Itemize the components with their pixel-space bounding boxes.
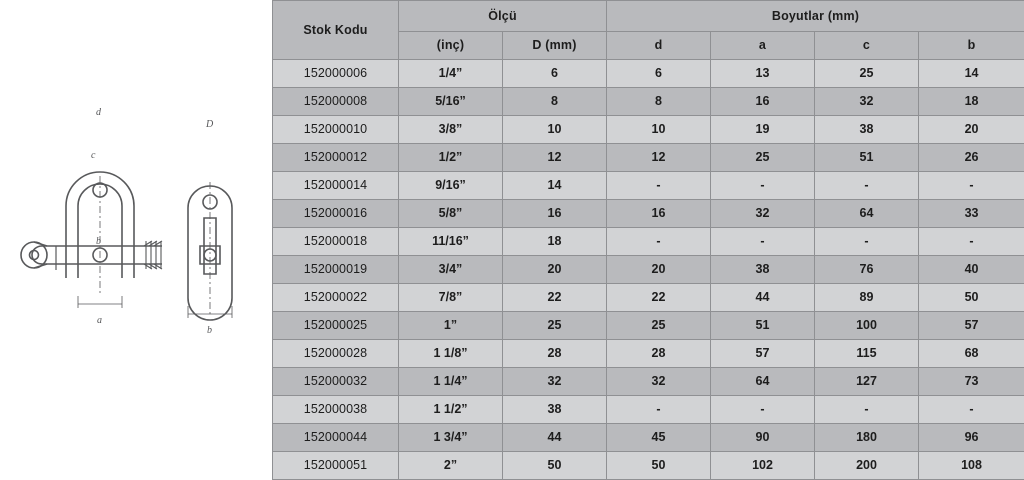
column-header-inch: (inç) (399, 32, 503, 60)
table-row (273, 396, 1024, 424)
cell-D-mm: 22 (503, 284, 607, 312)
table-row (273, 452, 1024, 480)
cell-c: - (815, 172, 919, 200)
cell-D-mm: 14 (503, 172, 607, 200)
table-row (273, 144, 1024, 172)
cell-inch: 5/16” (399, 88, 503, 116)
cell-b: 73 (919, 368, 1024, 396)
specification-table-wrap (272, 0, 1024, 453)
cell-inch: 11/16” (399, 228, 503, 256)
cell-inch: 1 3/4” (399, 424, 503, 452)
cell-a: 38 (711, 256, 815, 284)
cell-stok-kodu: 152000012 (273, 144, 399, 172)
cell-inch: 1 1/8” (399, 340, 503, 368)
table-row (273, 284, 1024, 312)
table-row (273, 228, 1024, 256)
cell-stok-kodu: 152000014 (273, 172, 399, 200)
cell-D-mm: 28 (503, 340, 607, 368)
cell-D-mm: 50 (503, 452, 607, 480)
cell-b: 33 (919, 200, 1024, 228)
cell-D-mm: 18 (503, 228, 607, 256)
cell-d: - (607, 172, 711, 200)
table-body (273, 60, 1024, 480)
cell-b: 26 (919, 144, 1024, 172)
cell-D-mm: 25 (503, 312, 607, 340)
label-b-side: b (207, 325, 212, 336)
cell-c: 32 (815, 88, 919, 116)
cell-inch: 1 1/2” (399, 396, 503, 424)
cell-c: - (815, 396, 919, 424)
cell-d: 45 (607, 424, 711, 452)
cell-a: 19 (711, 116, 815, 144)
label-D-side: D (205, 119, 214, 130)
cell-d: 20 (607, 256, 711, 284)
cell-stok-kodu: 152000006 (273, 60, 399, 88)
cell-inch: 3/4” (399, 256, 503, 284)
cell-c: 76 (815, 256, 919, 284)
cell-stok-kodu: 152000025 (273, 312, 399, 340)
cell-inch: 2” (399, 452, 503, 480)
cell-a: 64 (711, 368, 815, 396)
cell-b: 14 (919, 60, 1024, 88)
cell-a: 44 (711, 284, 815, 312)
table-header-row-groups (273, 1, 1024, 32)
cell-a: 57 (711, 340, 815, 368)
table-row (273, 60, 1024, 88)
cell-a: 32 (711, 200, 815, 228)
shackle-drawing-svg (12, 78, 260, 338)
column-header-stok-kodu: Stok Kodu (273, 1, 399, 60)
cell-inch: 1/4” (399, 60, 503, 88)
cell-b: 108 (919, 452, 1024, 480)
table-row (273, 256, 1024, 284)
table-row (273, 200, 1024, 228)
cell-D-mm: 16 (503, 200, 607, 228)
cell-inch: 7/8” (399, 284, 503, 312)
cell-c: 64 (815, 200, 919, 228)
cell-d: 25 (607, 312, 711, 340)
cell-a: 102 (711, 452, 815, 480)
cell-D-mm: 20 (503, 256, 607, 284)
specification-table (272, 0, 1024, 480)
cell-D-mm: 8 (503, 88, 607, 116)
cell-stok-kodu: 152000038 (273, 396, 399, 424)
cell-D-mm: 6 (503, 60, 607, 88)
cell-stok-kodu: 152000019 (273, 256, 399, 284)
cell-stok-kodu: 152000044 (273, 424, 399, 452)
cell-D-mm: 38 (503, 396, 607, 424)
cell-a: 51 (711, 312, 815, 340)
cell-D-mm: 44 (503, 424, 607, 452)
table-row (273, 312, 1024, 340)
cell-stok-kodu: 152000008 (273, 88, 399, 116)
cell-b: 50 (919, 284, 1024, 312)
cell-inch: 5/8” (399, 200, 503, 228)
cell-d: 10 (607, 116, 711, 144)
cell-d: 28 (607, 340, 711, 368)
column-group-olcu: Ölçü (399, 1, 607, 32)
cell-d: 32 (607, 368, 711, 396)
cell-stok-kodu: 152000028 (273, 340, 399, 368)
cell-a: - (711, 396, 815, 424)
cell-b: - (919, 396, 1024, 424)
table-row (273, 424, 1024, 452)
cell-a: - (711, 228, 815, 256)
cell-c: - (815, 228, 919, 256)
cell-a: 13 (711, 60, 815, 88)
cell-c: 115 (815, 340, 919, 368)
cell-D-mm: 32 (503, 368, 607, 396)
column-header-d: d (607, 32, 711, 60)
table-row (273, 172, 1024, 200)
cell-inch: 1” (399, 312, 503, 340)
cell-b: - (919, 228, 1024, 256)
table-row (273, 340, 1024, 368)
cell-d: 12 (607, 144, 711, 172)
cell-b: 20 (919, 116, 1024, 144)
column-header-b: b (919, 32, 1024, 60)
label-d-front: d (96, 107, 102, 118)
cell-c: 127 (815, 368, 919, 396)
table-row (273, 368, 1024, 396)
table-row (273, 116, 1024, 144)
column-header-c: c (815, 32, 919, 60)
cell-stok-kodu: 152000051 (273, 452, 399, 480)
cell-d: 6 (607, 60, 711, 88)
cell-b: 68 (919, 340, 1024, 368)
cell-D-mm: 10 (503, 116, 607, 144)
cell-a: 16 (711, 88, 815, 116)
label-b-front: b (96, 236, 101, 247)
cell-a: 90 (711, 424, 815, 452)
cell-D-mm: 12 (503, 144, 607, 172)
cell-c: 200 (815, 452, 919, 480)
cell-a: - (711, 172, 815, 200)
cell-b: 96 (919, 424, 1024, 452)
cell-b: 40 (919, 256, 1024, 284)
column-header-a: a (711, 32, 815, 60)
table-head (273, 1, 1024, 60)
cell-c: 100 (815, 312, 919, 340)
table-row (273, 88, 1024, 116)
cell-stok-kodu: 152000016 (273, 200, 399, 228)
label-c-front: c (91, 150, 96, 161)
cell-stok-kodu: 152000022 (273, 284, 399, 312)
cell-inch: 3/8” (399, 116, 503, 144)
cell-stok-kodu: 152000010 (273, 116, 399, 144)
label-a-front: a (97, 315, 102, 326)
cell-stok-kodu: 152000018 (273, 228, 399, 256)
cell-d: - (607, 396, 711, 424)
cell-c: 180 (815, 424, 919, 452)
cell-d: 50 (607, 452, 711, 480)
cell-inch: 1/2” (399, 144, 503, 172)
cell-c: 25 (815, 60, 919, 88)
cell-d: 8 (607, 88, 711, 116)
cell-c: 38 (815, 116, 919, 144)
cell-inch: 1 1/4” (399, 368, 503, 396)
cell-c: 51 (815, 144, 919, 172)
cell-a: 25 (711, 144, 815, 172)
cell-d: 22 (607, 284, 711, 312)
technical-drawing (0, 0, 272, 453)
cell-b: - (919, 172, 1024, 200)
column-header-D-mm: D (mm) (503, 32, 607, 60)
cell-d: - (607, 228, 711, 256)
column-group-boyutlar: Boyutlar (mm) (607, 1, 1024, 32)
cell-stok-kodu: 152000032 (273, 368, 399, 396)
cell-inch: 9/16” (399, 172, 503, 200)
cell-b: 18 (919, 88, 1024, 116)
cell-b: 57 (919, 312, 1024, 340)
cell-d: 16 (607, 200, 711, 228)
cell-c: 89 (815, 284, 919, 312)
